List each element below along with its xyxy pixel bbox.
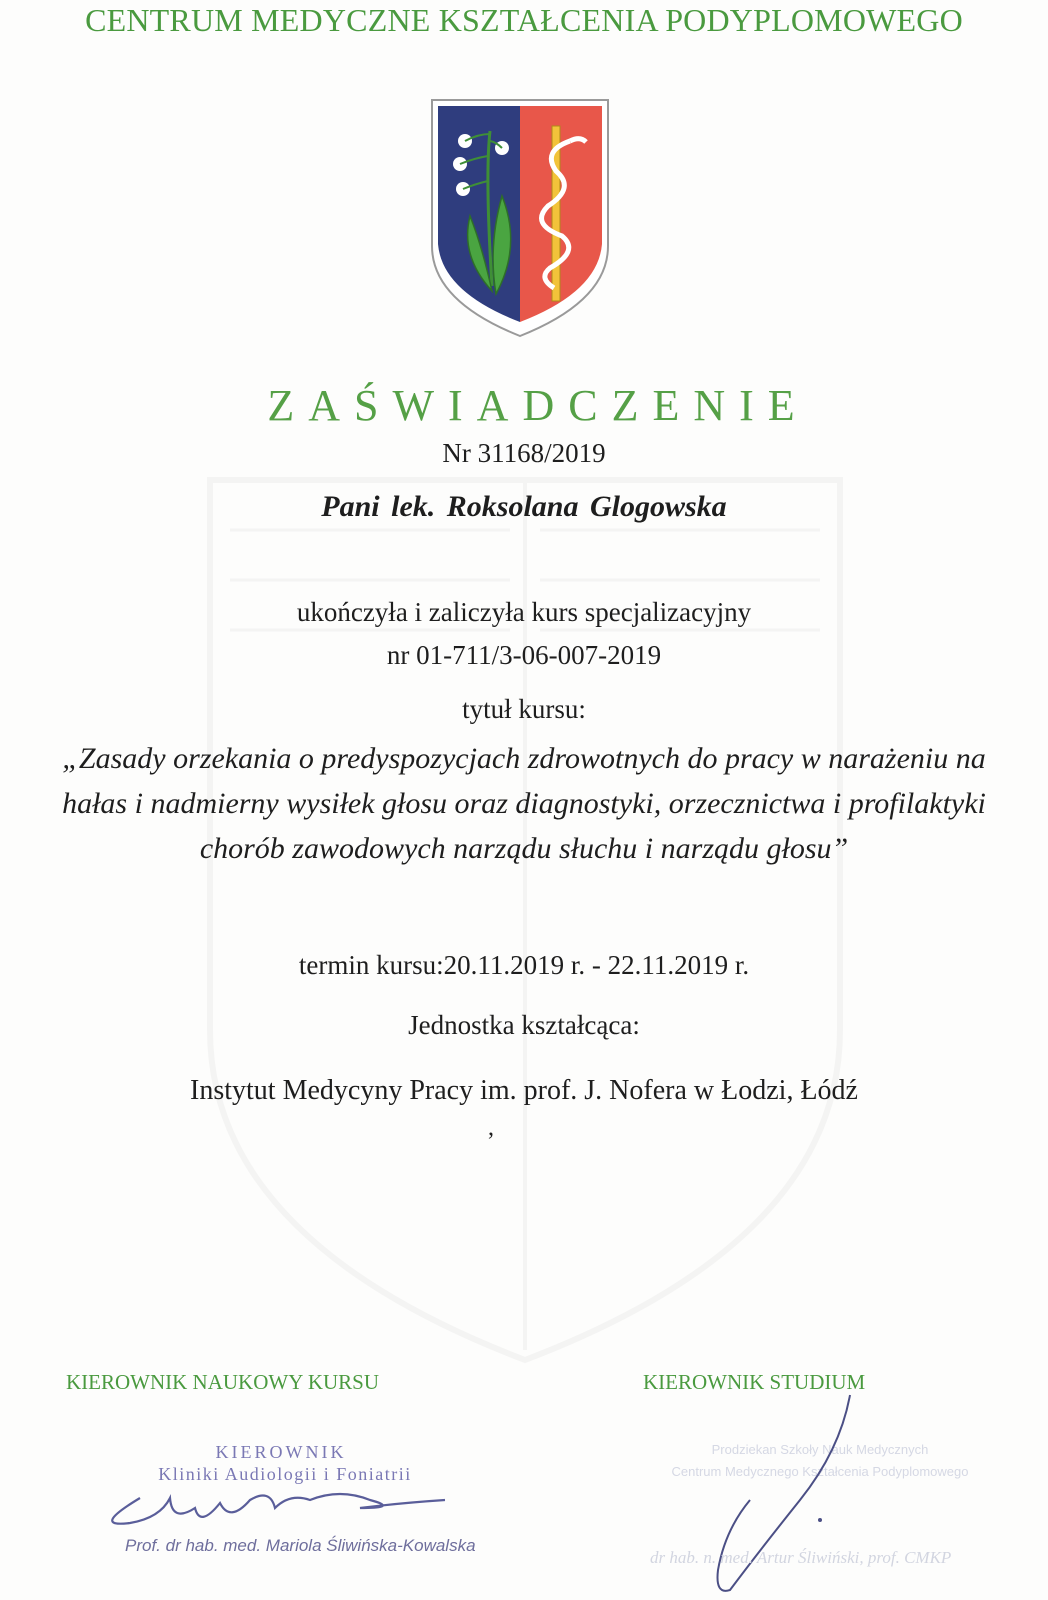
document-number: Nr 31168/2019	[442, 438, 606, 468]
training-unit-label: Jednostka kształcąca:	[408, 1010, 640, 1040]
left-stamp-line2: Kliniki Audiologii i Foniatrii	[158, 1464, 412, 1484]
left-signature-icon	[100, 1478, 450, 1538]
institution-header: CENTRUM MEDYCZNE KSZTAŁCENIA PODYPLOMOWEGO	[85, 2, 963, 38]
completion-statement: ukończyła i zaliczyła kurs specjalizacyjny	[296, 597, 752, 627]
right-stamp-line2: Centrum Medycznego Kształcenia Podyplomowego	[671, 1464, 969, 1479]
scientific-director-title: KIEROWNIK NAUKOWY KURSU	[66, 1370, 380, 1394]
scientific-director-name: Prof. dr hab. med. Mariola Śliwińska-Kowalska	[125, 1536, 476, 1555]
crest-shield-icon	[430, 96, 610, 341]
document-title: ZAŚWIADCZENIE	[267, 381, 809, 430]
course-title: „Zasady orzekania o predyspozycjach zdrowotnych do pracy w narażeniu na hałas i nadmierny wysiłek głosu oraz diagnostyki, orzecznictwa i profilaktyki chorób zawodowych narządu słuchu i narządu głosu”	[62, 742, 986, 865]
study-director-title: KIEROWNIK STUDIUM	[643, 1370, 866, 1394]
right-signature-icon	[690, 1390, 870, 1600]
course-number: nr 01-711/3-06-007-2019	[386, 640, 662, 670]
stray-mark: ,	[488, 1115, 494, 1141]
course-title-label: tytuł kursu:	[462, 694, 586, 724]
left-stamp-line1: KIEROWNIK	[215, 1442, 347, 1462]
right-stamp-line1: Prodziekan Szkoły Nauk Medycznych	[711, 1442, 929, 1457]
course-dates: termin kursu:20.11.2019 r. - 22.11.2019 r.	[298, 950, 750, 980]
training-unit-name: Instytut Medycyny Pracy im. prof. J. Nofera w Łodzi, Łódź	[190, 1075, 858, 1106]
recipient-name: Pani lek. Roksolana Glogowska	[321, 490, 727, 523]
study-director-name: dr hab. n. med. Artur Śliwiński, prof. CMKP	[650, 1548, 952, 1567]
